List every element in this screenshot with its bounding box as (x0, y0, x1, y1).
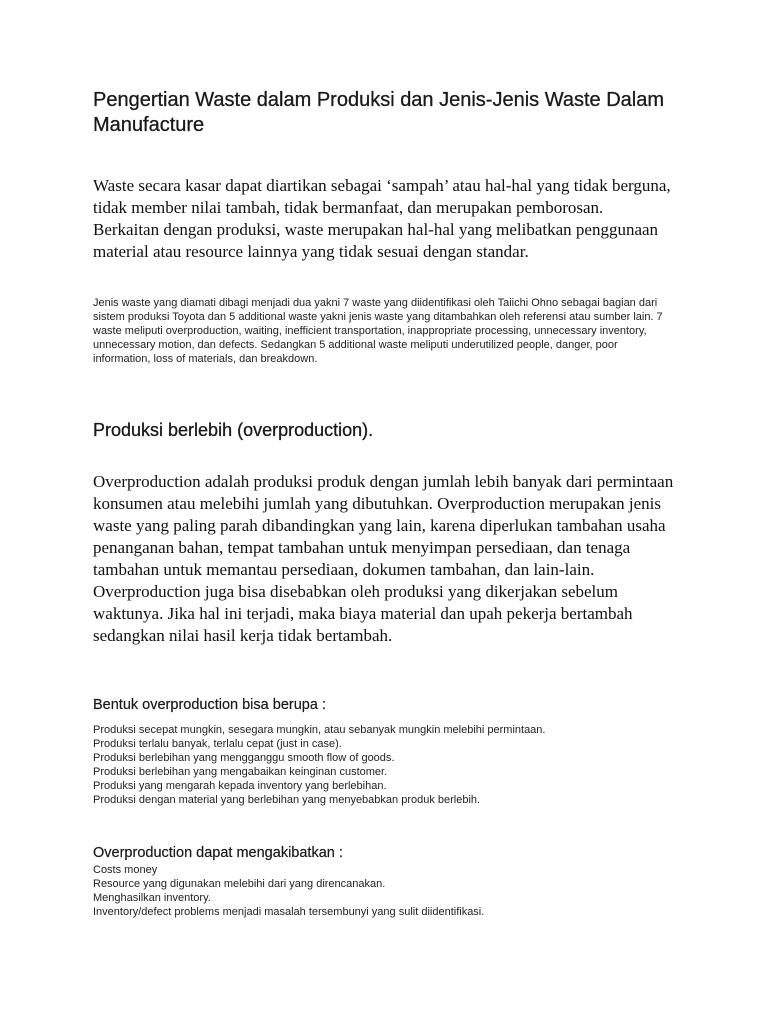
overproduction-heading: Produksi berlebih (overproduction). (93, 420, 374, 440)
forms-heading: Bentuk overproduction bisa berupa : (93, 697, 326, 713)
overproduction-paragraph: Overproduction adalah produksi produk dengan jumlah lebih banyak dari permintaan konsumen atau melebihi jumlah yang dibutuhkan. Overproduction merupakan jenis waste yang paling parah dibandingkan yang lain, karena diperlukan tambahan usaha penanganan bahan, tempat tambahan untuk menyimpan persediaan, dan tenaga tambahan untuk memantau persediaan, dokumen tambahan, dan lain-lain. Overproduction juga bisa disebabkan oleh produksi yang dikerjakan sebelum waktunya. Jika hal ini terjadi, maka biaya material dan upah pekerja bertambah sedangkan nilai hasil kerja tidak bertambah. (93, 472, 674, 645)
list-item: Produksi dengan material yang berlebihan yang menyebabkan produk berlebih. (93, 794, 481, 806)
effects-heading: Overproduction dapat mengakibatkan : (93, 845, 343, 861)
list-item: Inventory/defect problems menjadi masalah tersembunyi yang sulit diidentifikasi. (93, 906, 485, 918)
intro-paragraph: Waste secara kasar dapat diartikan sebagai ‘sampah’ atau hal-hal yang tidak berguna, tidak member nilai tambah, tidak bermanfaat, dan merupakan pemborosan. Berkaitan dengan produksi, waste merupakan hal-hal yang melibatkan penggunaan material atau resource lainnya yang tidak sesuai dengan standar. (93, 176, 671, 261)
list-item: Produksi berlebihan yang mengabaikan keinginan customer. (93, 766, 388, 778)
list-item: Produksi secepat mungkin, sesegara mungkin, atau sebanyak mungkin melebihi permintaan. (93, 724, 546, 736)
list-item: Resource yang digunakan melebihi dari yang direncanakan. (93, 878, 386, 890)
list-item: Produksi berlebihan yang mengganggu smooth flow of goods. (93, 752, 395, 764)
list-item: Produksi yang mengarah kepada inventory yang berlebihan. (93, 780, 387, 792)
waste-types-paragraph: Jenis waste yang diamati dibagi menjadi dua yakni 7 waste yang diidentifikasi oleh Taiichi Ohno sebagai bagian dari sistem produksi Toyota dan 5 additional waste yakni jenis waste yang ditambahkan oleh referensi atau sumber lain. 7 waste meliputi overproduction, waiting, inefficient transportation, inappropriate processing, unnecessary inventory, unnecessary motion, dan defects. Sedangkan 5 additional waste meliputi underutilized people, danger, poor information, loss of materials, dan breakdown. (93, 297, 663, 365)
forms-list (93, 723, 673, 807)
effects-list (93, 863, 673, 919)
list-item: Menghasilkan inventory. (93, 892, 211, 904)
list-item: Produksi terlalu banyak, terlalu cepat (just in case). (93, 738, 342, 750)
page-title: Pengertian Waste dalam Produksi dan Jenis-Jenis Waste Dalam Manufacture (93, 89, 664, 136)
list-item: Costs money (93, 864, 158, 876)
